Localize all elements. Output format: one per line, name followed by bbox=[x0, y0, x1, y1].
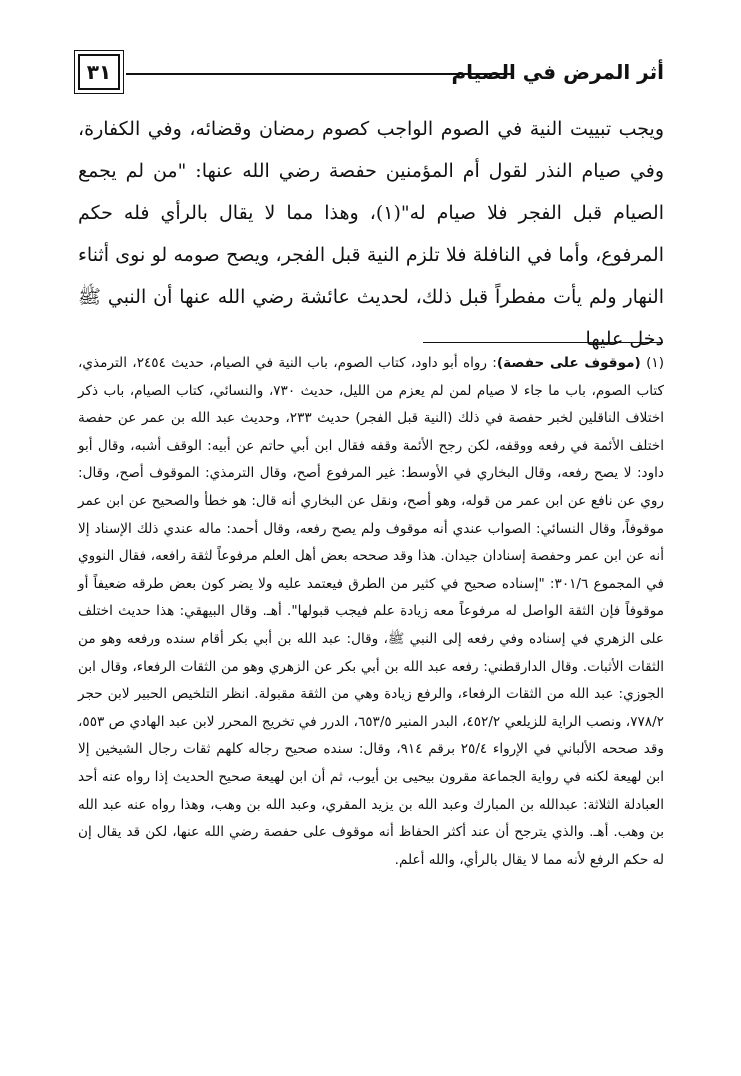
footnote-text: : رواه أبو داود، كتاب الصوم، باب النية في الصيام، حديث ٢٤٥٤، الترمذي، كتاب الصوم، باب ما جاء لا صيام لمن لم يعزم من الليل، حديث ٧٣٠، والنسائي، كتاب الصيام، باب ذكر اختلاف الناقلين لخبر حفصة في ذلك (النية قبل الفجر) حديث ٢٣٣، وحديث عبد الله بن عمر عن حفصة اختلف الأئمة في رفعه ووقفه، لكن رجح الأئمة وقفه فقال ابن أبي حاتم عن أبيه: الوقف أشبه، وقال أبو داود: لا يصح رفعه، وقال البخاري في الأوسط: غير المرفوع أصح، وقال الترمذي: الموقوف أصح، وقال: روي عن نافع عن ابن عمر من قوله، وهو أصح، ونقل عن البخاري أنه قال: هو خطأ والصحيح عن ابن عمر موقوفاً، وقال النسائي: الصواب عندي أنه موقوف ولم يصح رفعه، وقال أحمد: ماله عندي ذلك الإسناد إلا أنه عن ابن عمر وحفصة إسنادان جيدان. هذا وقد صححه بعض أهل العلم مرفوعاً لثقة رافعه، فقال النووي في المجموع ٣٠١/٦: "إسناده صحيح في كثير من الطرق فيعتمد عليه ولا يضر كون بعض طرقه ضعيفاً أو موقوفاً فإن الثقة الواصل له مرفوعاً معه زيادة علم فيجب قبولها". أهـ. وقال البيهقي: هذا حديث اختلف على الزهري في إسناده وفي رفعه إلى النبي ﷺ، وقال: عبد الله بن أبي بكر أقام سنده ورفعه وهو من الثقات الأثبات. وقال الدارقطني: رفعه عبد الله بن أبي بكر عن الزهري وهو من الثقات الرفعاء، وقال ابن الجوزي: عبد الله من الثقات الرفعاء، والرفع زيادة وهي من الثقة مقبولة. انظر التلخيص الحبير لابن حجر ٧٧٨/٢، ونصب الراية للزيلعي ٤٥٢/٢، البدر المنير ٦٥٣/٥، الدرر في تخريج المحرر لابن عبد الهادي ص ٥٥٣، وقد صححه الألباني في الإرواء ٢٥/٤ برقم ٩١٤، وقال: سنده صحيح رجاله كلهم ثقات رجال الشيخين إلا ابن لهيعة لكنه في رواية الجماعة مقرون بيحيى بن أيوب، ثم أن ابن لهيعة صحيح الحديث إذا رواه عنه أحد العبادلة الثلاثة: عبدالله بن المبارك وعبد الله بن يزيد المقري، وعبد الله بن وهب، وهذا رواه عنه عبد الله بن وهب. أهـ. والذي يترجح أن عند أكثر الحفاظ أنه موقوف على حفصة رضي الله عنها، لكن قد يقال إن له حكم الرفع لأنه مما لا يقال بالرأي، والله أعلم. bbox=[78, 355, 665, 868]
main-text bbox=[78, 108, 664, 360]
header-rule bbox=[126, 73, 514, 75]
page-header bbox=[78, 52, 664, 96]
footnote-paragraph bbox=[78, 350, 664, 874]
main-paragraph: ويجب تبييت النية في الصوم الواجب كصوم رمضان وقضائه، وفي الكفارة، وفي صيام النذر لقول أم المؤمنين حفصة رضي الله عنها: "من لم يجمع الصيام قبل الفجر فلا صيام له"(١)، وهذا مما لا يقال بالرأي فله حكم المرفوع، وأما في النافلة فلا تلزم النية قبل الفجر، ويصح صومه لو نوى أثناء النهار ولم يأت مفطراً قبل ذلك، لحديث عائشة رضي الله عنها أن النبي ﷺ دخل عليها bbox=[78, 118, 664, 350]
page-number: ٣١ bbox=[78, 54, 120, 90]
running-title: أثر المرض في الصيام bbox=[451, 60, 664, 84]
footnote-separator bbox=[423, 342, 663, 343]
footnote-number: (١) bbox=[646, 355, 664, 371]
footnote-heading: (موقوف على حفصة) bbox=[496, 355, 641, 371]
footnote bbox=[78, 350, 664, 874]
